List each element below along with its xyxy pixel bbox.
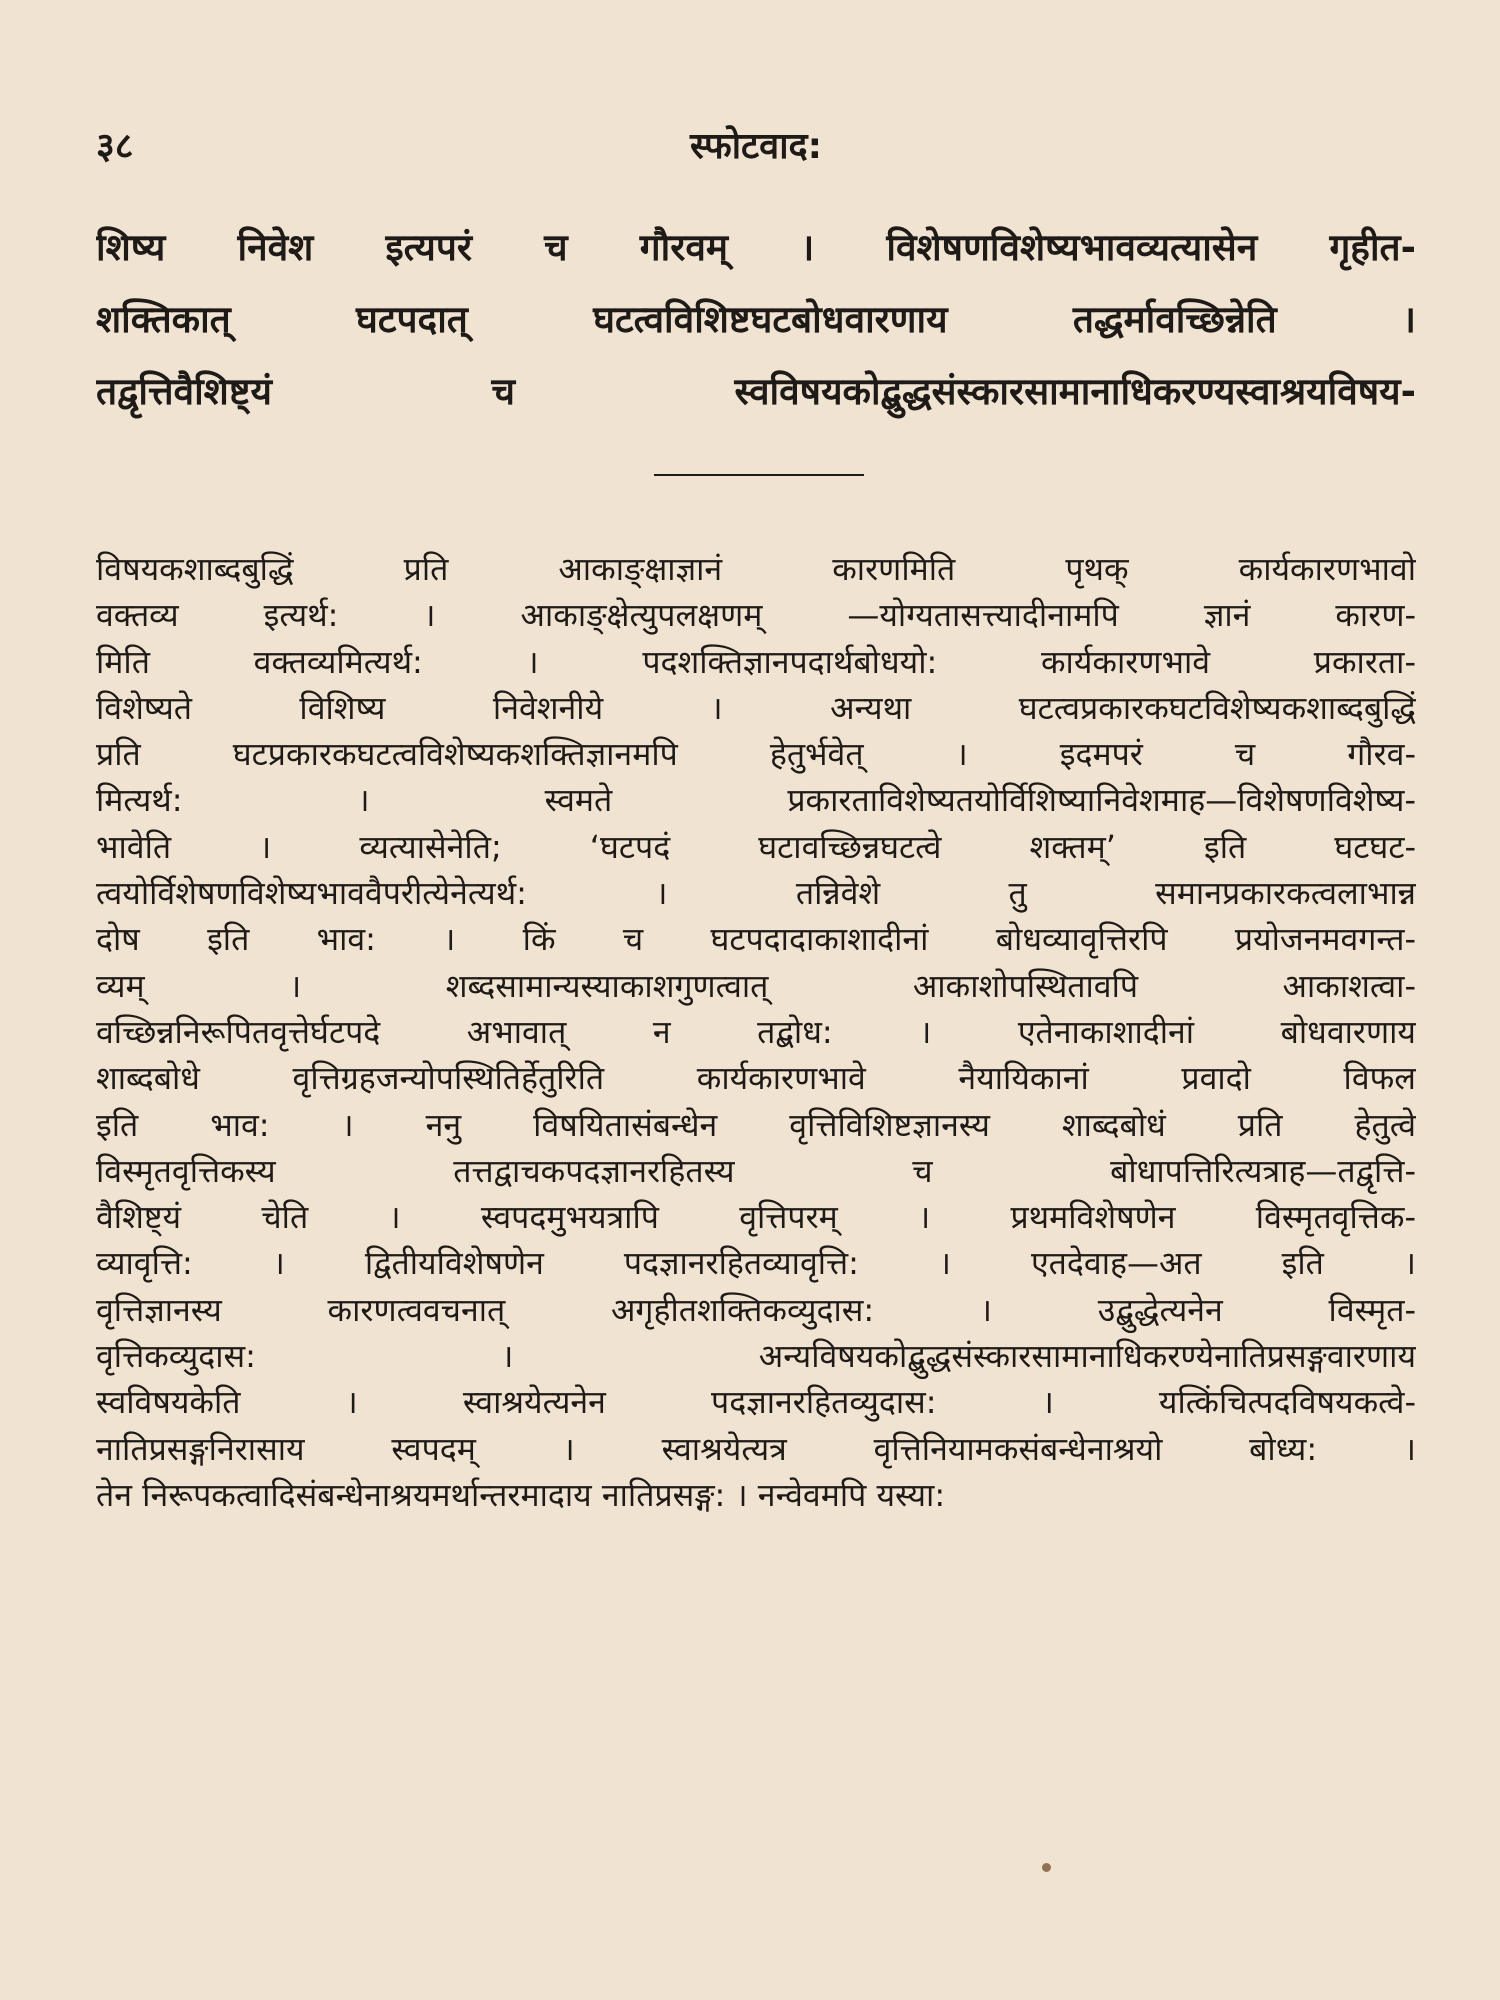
commentary-line: वृत्तिकव्युदास: । अन्यविषयकोद्बुद्धसंस्कारसामानाधिकरण्येनातिप्रसङ्गवारणाय bbox=[96, 1337, 1416, 1376]
commentary-line: वैशिष्ट्यं चेति । स्वपदमुभयत्रापि वृत्तिपरम् । प्रथमविशेषणेन विस्मृतवृत्तिक- bbox=[96, 1198, 1416, 1237]
commentary-line: विस्मृतवृत्तिकस्य तत्तद्वाचकपदज्ञानरहितस्य च बोधापत्तिरित्यत्राह—तद्वृत्ति- bbox=[96, 1151, 1416, 1190]
main-text-block bbox=[96, 212, 1416, 428]
commentary-line: व्यावृत्ति: । द्वितीयविशेषणेन पदज्ञानरहितव्यावृत्ति: । एतदेवाह—अत इति । bbox=[96, 1244, 1416, 1283]
commentary-line: विषयकशाब्दबुद्धिं प्रति आकाङ्क्षाज्ञानं कारणमिति पृथक् कार्यकारणभावो bbox=[96, 550, 1416, 588]
commentary-line: तेन निरूपकत्वादिसंबन्धेनाश्रयमर्थान्तरमादाय नातिप्रसङ्ग: । नन्वेवमपि यस्या: bbox=[96, 1475, 946, 1514]
main-text-line: तद्वृत्तिवैशिष्ट्यं च स्वविषयकोद्बुद्धसंस्कारसामानाधिकरण्यस्वाश्रयविषय- bbox=[96, 370, 1416, 413]
commentary-line: मित्यर्थ: । स्वमते प्रकारताविशेष्यतयोर्विशिष्यानिवेशमाह—विशेषणविशेष्य- bbox=[96, 781, 1416, 820]
commentary-line: वक्तव्य इत्यर्थ: । आकाङ्क्षेत्युपलक्षणम् —योग्यतासत्त्यादीनामपि ज्ञानं कारण- bbox=[96, 596, 1416, 635]
commentary-line: त्वयोर्विशेषणविशेष्यभाववैपरीत्येनेत्यर्थ: । तन्निवेशे तु समानप्रकारकत्वलाभान्न bbox=[96, 874, 1416, 913]
separator-rule bbox=[654, 474, 864, 476]
commentary-line: स्वविषयकेति । स्वाश्रयेत्यनेन पदज्ञानरहितव्युदास: । यत्किंचित्पदविषयकत्वे- bbox=[96, 1383, 1416, 1422]
commentary-line: दोष इति भाव: । किं च घटपदादाकाशादीनां बोधव्यावृत्तिरपि प्रयोजनमवगन्त- bbox=[96, 920, 1416, 959]
commentary-line: वृत्तिज्ञानस्य कारणत्ववचनात् अगृहीतशक्तिकव्युदास: । उद्बुद्धेत्यनेन विस्मृत- bbox=[96, 1290, 1416, 1329]
running-title: स्फोटवाद: bbox=[689, 126, 823, 167]
commentary-line: इति भाव: । ननु विषयितासंबन्धेन वृत्तिविशिष्टज्ञानस्य शाब्दबोधं प्रति हेतुत्वे bbox=[96, 1105, 1416, 1144]
commentary-line: नातिप्रसङ्गनिरासाय स्वपदम् । स्वाश्रयेत्यत्र वृत्तिनियामकसंबन्धेनाश्रयो बोध्य: । bbox=[96, 1429, 1416, 1468]
commentary-line: शाब्दबोधे वृत्तिग्रहजन्योपस्थितिर्हेतुरिति कार्यकारणभावे नैयायिकानां प्रवादो विफल bbox=[96, 1059, 1416, 1098]
main-text-line: शिष्य निवेश इत्यपरं च गौरवम् । विशेषणविशेष्यभावव्यत्यासेन गृहीत- bbox=[96, 226, 1416, 269]
ink-spot bbox=[1042, 1863, 1051, 1872]
commentary-line: भावेति । व्यत्यासेनेति; ‘घटपदं घटावच्छिन्नघटत्वे शक्तम्’ इति घटघट- bbox=[96, 827, 1416, 866]
commentary-line: व्यम् । शब्दसामान्यस्याकाशगुणत्वात् आकाशोपस्थितावपि आकाशत्वा- bbox=[96, 966, 1416, 1005]
page-header bbox=[96, 120, 1416, 180]
commentary-line: प्रति घटप्रकारकघटत्वविशेष्यकशक्तिज्ञानमपि हेतुर्भवेत् । इदमपरं च गौरव- bbox=[96, 735, 1416, 774]
commentary-line: मिति वक्तव्यमित्यर्थ: । पदशक्तिज्ञानपदार्थबोधयो: कार्यकारणभावे प्रकारता- bbox=[96, 642, 1416, 681]
commentary-line: वच्छिन्ननिरूपितवृत्तेर्घटपदे अभावात् न तद्बोध: । एतेनाकाशादीनां बोधवारणाय bbox=[96, 1012, 1416, 1051]
commentary-line: विशेष्यते विशिष्य निवेशनीये । अन्यथा घटत्वप्रकारकघटविशेष्यकशाब्दबुद्धिं bbox=[96, 688, 1416, 727]
page-number: ३८ bbox=[96, 126, 134, 167]
main-text-line: शक्तिकात् घटपदात् घटत्वविशिष्टघटबोधवारणाय तद्धर्मावच्छिन्नेति । bbox=[96, 298, 1416, 341]
commentary-block bbox=[96, 546, 1416, 1518]
